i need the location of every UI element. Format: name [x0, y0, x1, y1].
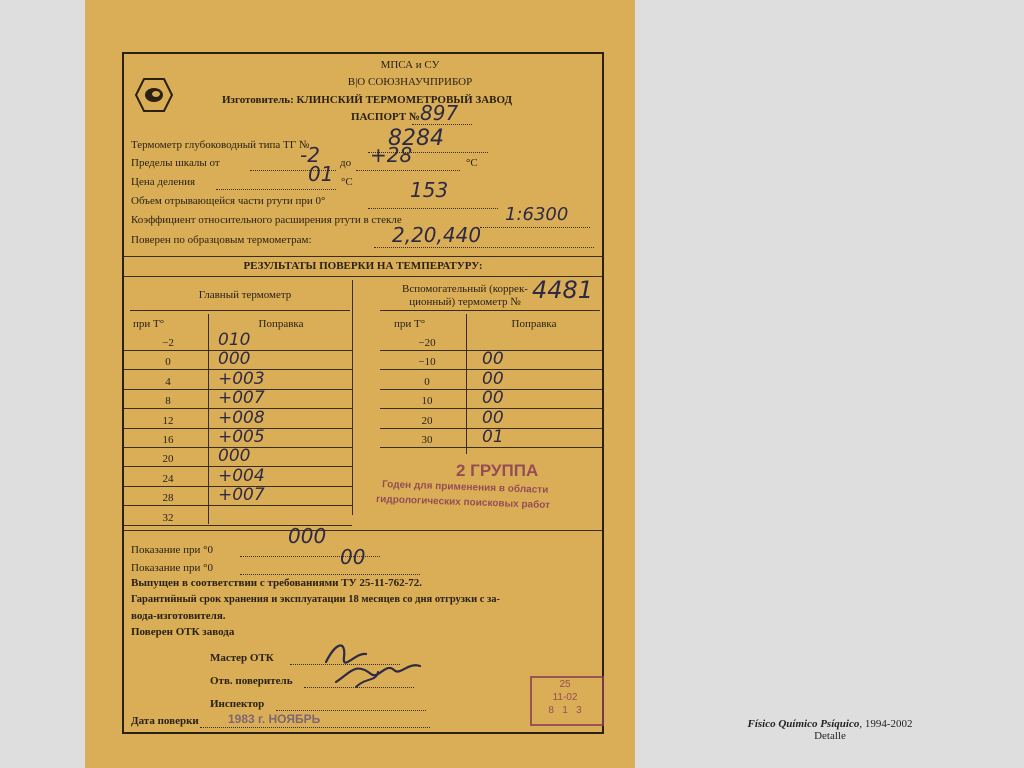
association-title: В|О СОЮЗНАУЧПРИБОР	[347, 76, 473, 88]
field-coefficient-line	[480, 227, 590, 228]
field-coefficient-value: 1:6300	[505, 204, 569, 225]
ministry-title: МПСА и СУ	[380, 59, 440, 71]
field-range-label: Пределы шкалы от	[131, 157, 220, 169]
main-row-correction: 000	[218, 349, 251, 370]
main-row-correction: 010	[218, 330, 251, 350]
main-row-temp: 32	[162, 511, 174, 524]
main-col-temp: при Т°	[133, 318, 165, 330]
field-division-unit: °С	[341, 176, 353, 188]
reading-1-value: 000	[288, 524, 327, 548]
results-bottom-line	[124, 276, 602, 277]
aux-row-temp: 10	[421, 395, 433, 408]
main-row-correction: 000	[218, 446, 251, 467]
field-division-label: Цена деления	[131, 176, 196, 188]
main-row-correction: +004	[218, 465, 265, 486]
field-division-value: 01	[308, 162, 334, 186]
passport-label: ПАСПОРТ №	[351, 111, 421, 123]
reading-2-label: Показание при °0	[131, 562, 214, 574]
inspector-line	[276, 710, 426, 711]
field-reference-line	[374, 247, 594, 248]
aux-row-temp: 30	[421, 434, 433, 446]
aux-row-temp: −20	[418, 337, 436, 349]
passport-number: 897	[420, 101, 459, 125]
aux-row-temp: 0	[424, 375, 430, 388]
verifier-label: Отв. поверитель	[210, 675, 293, 687]
factory-logo-icon	[134, 77, 174, 113]
manufacturer-title: Изготовитель: КЛИНСКИЙ ТЕРМОМЕТРОВЫЙ ЗАВОД	[222, 94, 513, 106]
aux-row-correction: 01	[482, 427, 504, 447]
date-stamp-line-1: 25	[559, 679, 571, 690]
date-stamp-line-3: 8 1 3	[548, 705, 582, 716]
field-division-line	[216, 189, 336, 190]
readings-top-line	[124, 530, 602, 531]
main-title-line	[130, 310, 350, 311]
aux-table-title-1: Вспомогательный (коррек-	[402, 283, 528, 295]
aux-title-line	[380, 310, 600, 311]
caption-subtitle: Detalle	[814, 730, 846, 742]
field-reference-value: 2,20,440	[392, 223, 482, 247]
aux-table-title-2: ционный) термометр №	[409, 296, 521, 308]
aux-row-correction: 00	[482, 349, 504, 370]
date-label: Дата поверки	[131, 715, 199, 727]
main-row-temp: 16	[162, 434, 174, 446]
inspector-label: Инспектор	[210, 698, 265, 710]
main-row-temp: 12	[162, 414, 174, 427]
main-row-correction: +007	[218, 388, 265, 409]
table-center-divider	[352, 280, 353, 515]
main-row-temp: 0	[165, 356, 171, 369]
aux-row-temp: 20	[421, 414, 433, 427]
signature-icon	[316, 632, 426, 692]
main-col-correction: Поправка	[258, 318, 304, 330]
field-volume-value: 153	[410, 178, 449, 202]
caption-years: , 1994-2002	[859, 718, 913, 730]
main-row-correction: +003	[218, 368, 265, 389]
field-range-to: +28	[370, 143, 413, 167]
field-volume-label: Объем отрывающейся части ртути при 0°	[131, 195, 326, 207]
reading-2-value: 00	[340, 545, 366, 569]
field-range-mid: до	[340, 157, 352, 169]
aux-row-temp: −10	[418, 356, 436, 369]
aux-row-correction: 00	[482, 407, 504, 428]
aux-divider	[466, 314, 467, 454]
results-top-line	[124, 256, 602, 257]
warranty-line-1: Гарантийный срок хранения и эксплуатации 18 месяцев со дня отгрузки с за-	[131, 594, 501, 605]
field-coefficient-label: Коэффициент относительного расширения ртути в стекле	[131, 214, 402, 226]
aux-row-line	[380, 447, 602, 448]
issued-text: Выпущен в соответствии с требованиями ТУ 25-11-762-72.	[131, 577, 423, 589]
main-row-line	[124, 505, 352, 506]
main-row-correction: +007	[218, 485, 265, 506]
main-row-correction: +005	[218, 427, 265, 447]
field-range-unit: °С	[466, 157, 478, 169]
field-range-line2	[356, 170, 460, 171]
main-row-temp: 8	[165, 395, 171, 408]
warranty-line-2: вода-изготовителя.	[131, 610, 226, 622]
main-row-temp: 4	[165, 375, 171, 388]
field-type-label: Термометр глубоководный типа ТГ №	[131, 139, 310, 151]
reading-2-line	[240, 574, 420, 575]
main-row-temp: −2	[162, 337, 174, 349]
main-row-temp: 28	[162, 492, 174, 505]
aux-col-temp: при Т°	[394, 318, 426, 330]
main-row-temp: 20	[162, 453, 174, 466]
caption	[680, 718, 980, 742]
date-line	[200, 727, 430, 728]
aux-col-correction: Поправка	[511, 318, 557, 330]
aux-row-correction: 00	[482, 388, 504, 409]
master-label: Мастер ОТК	[210, 652, 274, 664]
field-type-value: 8284	[388, 126, 444, 151]
field-reference-label: Поверен по образцовым термометрам:	[131, 234, 312, 246]
stamp-line-1: Годен для применения в области	[381, 479, 549, 496]
main-row-correction: +008	[218, 407, 265, 428]
otk-text: Поверен ОТК завода	[131, 626, 235, 638]
aux-table-number: 4481	[532, 276, 594, 304]
stamp-line-2: гидрологических поисковых работ	[375, 493, 551, 512]
date-stamp-line-2: 11-02	[552, 692, 578, 703]
aux-row-correction: 00	[482, 368, 504, 389]
reading-1-label: Показание при °0	[131, 544, 214, 556]
caption-title: Físico Químico Psíquico	[747, 718, 860, 730]
main-row-temp: 24	[162, 472, 174, 485]
results-title: РЕЗУЛЬТАТЫ ПОВЕРКИ НА ТЕМПЕРАТУРУ:	[243, 260, 483, 272]
main-divider	[208, 314, 209, 524]
date-value: 1983 г. НОЯБРЬ	[228, 712, 321, 726]
main-table-title: Главный термометр	[198, 289, 292, 301]
stamp-group: 2 ГРУППА	[456, 461, 539, 480]
field-volume-line	[368, 208, 498, 209]
field-range-from: -2	[300, 143, 320, 167]
